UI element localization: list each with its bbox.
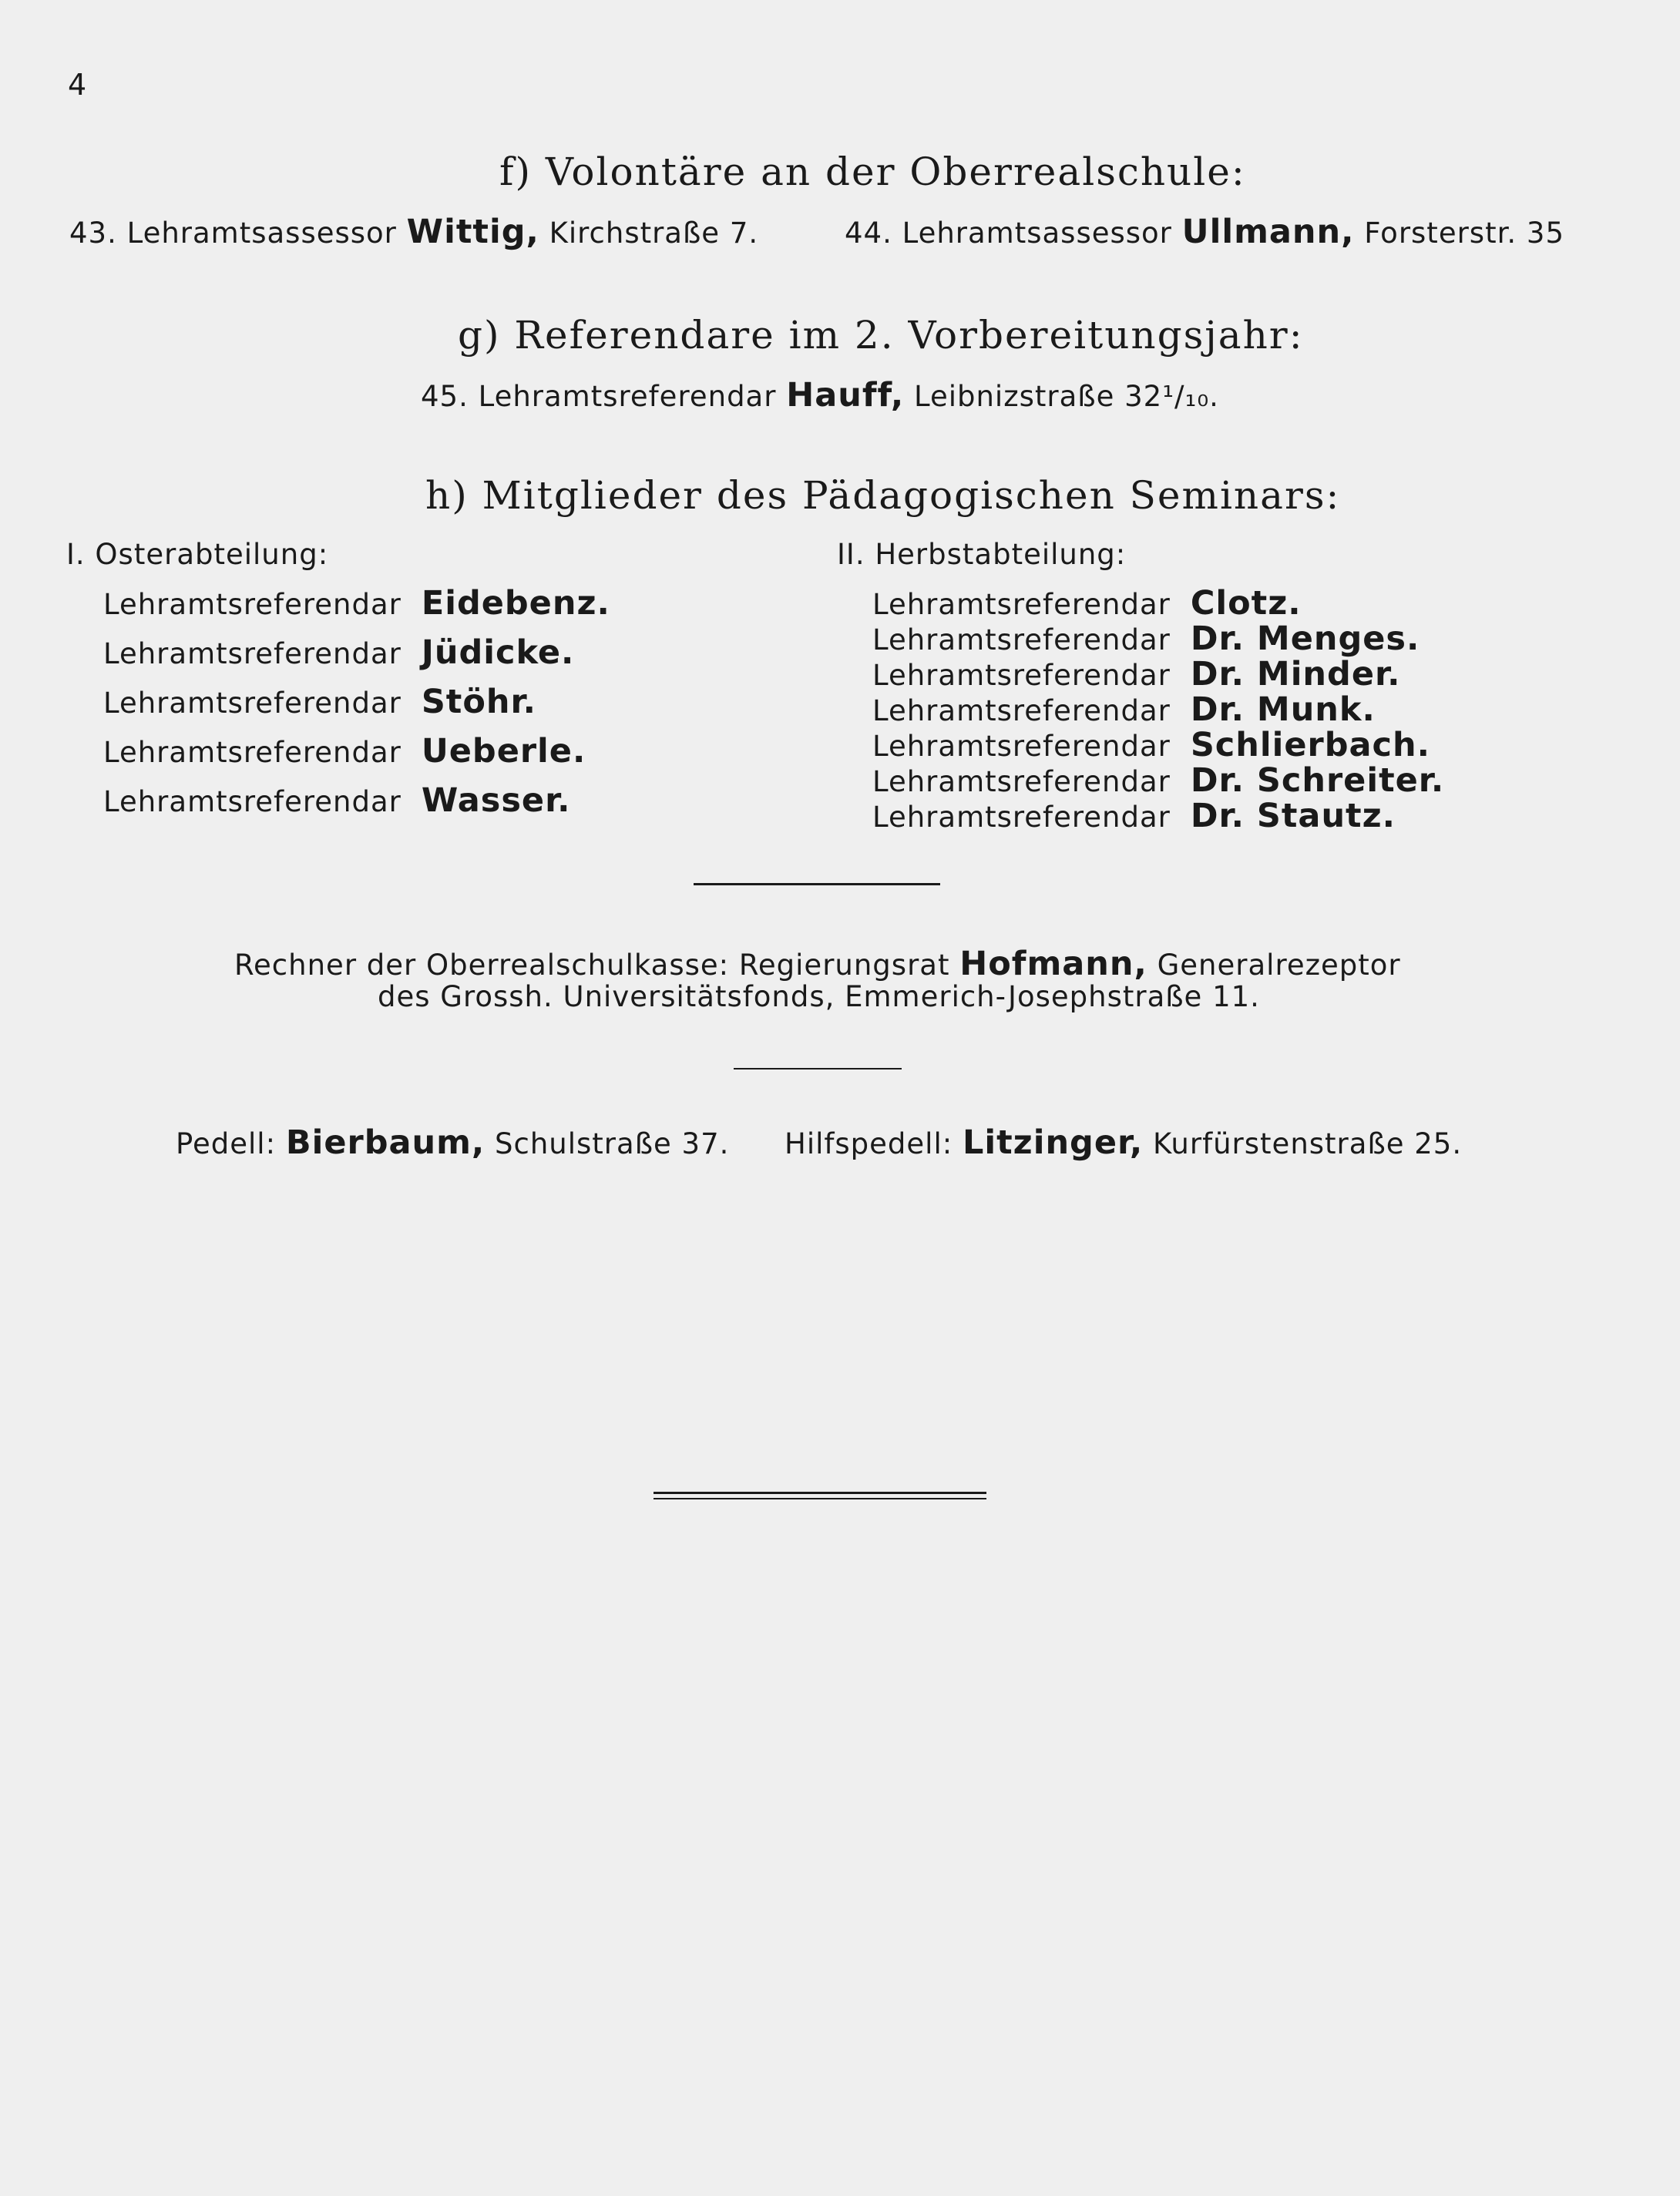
member-name: Dr. Schreiter.: [1190, 761, 1445, 800]
member-name: Ueberle.: [421, 732, 586, 771]
pedell-name: Bierbaum,: [285, 1123, 486, 1162]
member-name: Dr. Menges.: [1190, 620, 1420, 658]
list-item: [103, 781, 571, 820]
member-name: Dr. Munk.: [1190, 690, 1376, 729]
list-item: [872, 726, 1430, 764]
rechner-prefix: Rechner der Oberrealschulkasse: Regierungsrat: [234, 949, 950, 982]
member-rank: Lehramtsreferendar: [103, 736, 402, 769]
entry-address: Forsterstr. 35: [1364, 217, 1564, 250]
member-rank: Lehramtsreferendar: [103, 785, 402, 818]
member-rank: Lehramtsreferendar: [103, 588, 402, 621]
list-item: [103, 683, 536, 721]
entry-name: Ullmann,: [1181, 213, 1355, 251]
entry-address: Leibnizstraße 32¹/₁₀.: [913, 380, 1219, 413]
rechner-suffix: Generalrezeptor: [1157, 949, 1401, 982]
section-h-heading: h) Mitglieder des Pädagogischen Seminars:: [425, 473, 1341, 518]
member-rank: Lehramtsreferendar: [872, 623, 1171, 656]
entry-number: 43.: [69, 217, 117, 250]
member-rank: Lehramtsreferendar: [872, 694, 1171, 727]
entry-43: [69, 213, 758, 251]
list-item: [103, 633, 574, 672]
member-name: Clotz.: [1190, 584, 1302, 623]
entry-44: [845, 213, 1564, 251]
end-rule: [654, 1498, 986, 1499]
page-number: 4: [68, 68, 87, 102]
entry-number: 44.: [845, 217, 892, 250]
entry-name: Hauff,: [786, 376, 905, 415]
member-rank: Lehramtsreferendar: [872, 588, 1171, 621]
list-item: [103, 732, 586, 771]
rechner-name: Hofmann,: [959, 945, 1147, 983]
osterabteilung-title: I. Osterabteilung:: [66, 538, 329, 571]
member-rank: Lehramtsreferendar: [872, 659, 1171, 692]
pedell-entry: [176, 1123, 729, 1162]
divider-rule: [694, 883, 940, 885]
list-item: [872, 797, 1396, 835]
hilfspedell-label: Hilfspedell:: [785, 1127, 953, 1160]
member-name: Schlierbach.: [1190, 726, 1430, 764]
member-name: Dr. Minder.: [1190, 655, 1401, 693]
hilfspedell-entry: [785, 1123, 1462, 1162]
member-rank: Lehramtsreferendar: [872, 765, 1171, 798]
list-item: [872, 690, 1376, 729]
entry-45: [421, 376, 1219, 415]
member-rank: Lehramtsreferendar: [103, 637, 402, 670]
entry-address: Kirchstraße 7.: [549, 217, 759, 250]
pedell-address: Schulstraße 37.: [495, 1127, 730, 1160]
member-name: Stöhr.: [421, 683, 536, 721]
section-g-heading: g) Referendare im 2. Vorbereitungsjahr:: [458, 313, 1304, 358]
entry-number: 45.: [421, 380, 469, 413]
entry-name: Wittig,: [406, 213, 539, 251]
rechner-address: des Grossh. Universitätsfonds, Emmerich-Josephstraße 11.: [378, 980, 1260, 1013]
entry-rank: Lehramtsassessor: [126, 217, 397, 250]
divider-rule: [734, 1068, 902, 1069]
member-rank: Lehramtsreferendar: [103, 687, 402, 720]
member-name: Eidebenz.: [421, 584, 610, 623]
member-rank: Lehramtsreferendar: [872, 801, 1171, 834]
list-item: [872, 761, 1444, 800]
end-rule: [654, 1492, 986, 1494]
entry-rank: Lehramtsassessor: [902, 217, 1172, 250]
hilfspedell-address: Kurfürstenstraße 25.: [1153, 1127, 1463, 1160]
herbstabteilung-title: II. Herbstabteilung:: [837, 538, 1127, 571]
hilfspedell-name: Litzinger,: [962, 1123, 1144, 1162]
member-name: Dr. Stautz.: [1190, 797, 1396, 835]
member-rank: Lehramtsreferendar: [872, 730, 1171, 763]
pedell-label: Pedell:: [176, 1127, 277, 1160]
list-item: [103, 584, 610, 623]
list-item: [872, 655, 1400, 693]
list-item: [872, 620, 1420, 658]
list-item: [872, 584, 1302, 623]
rechner-line: [234, 945, 1401, 983]
member-name: Jüdicke.: [421, 633, 575, 672]
member-name: Wasser.: [421, 781, 571, 820]
entry-rank: Lehramtsreferendar: [478, 380, 777, 413]
section-f-heading: f) Volontäre an der Oberrealschule:: [499, 149, 1246, 194]
